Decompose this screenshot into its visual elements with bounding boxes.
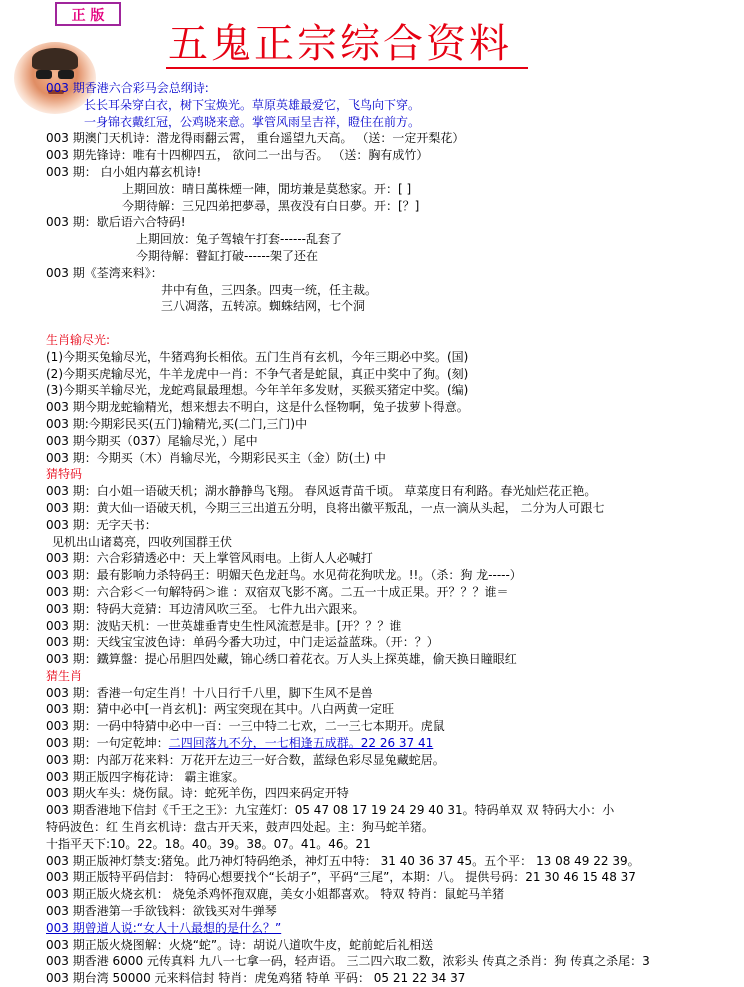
line-text: 003 期火车头：烧伤鼠。诗：蛇死羊伤，四四来码定开特 [46,786,349,801]
line-text: 003 期:今期彩民买(五门)输精光,买(二门,三门)中 [46,416,308,431]
text-line [46,282,740,299]
line-text: 003 期：无字天书： [46,517,157,532]
line-text: 猜特码 [46,467,83,482]
line-text: 003 期：鐵算盤：提心吊胆四处藏，锦心绣口着花衣。万人头上探英雄，偷天换日瞳眼红 [46,652,517,667]
text-line [46,147,740,164]
text-line [46,550,740,567]
line-text: 003 期：香港一句定生肖！十八日行千八里，脚下生风不是兽 [46,685,373,700]
answer-link[interactable]: 二四回落九不分，一七相逢五成群。22 26 37 41 [168,736,434,751]
text-line [46,80,740,97]
text-line [46,752,740,769]
text-line [46,534,740,551]
text-line [46,802,740,819]
line-text: 003 期：猜中必中[一肖玄机]：两宝突现在其中。八白两黄一定旺 [46,702,395,717]
line-text: 003 期： 白小姐内幕玄机诗! [46,164,202,179]
text-line [46,315,740,332]
text-line [46,769,740,786]
text-line [46,231,740,248]
text-line [46,618,740,635]
line-text: 003 期香港第一手欲钱料：欲钱买对牛弹琴 [46,904,277,919]
text-line [46,937,740,954]
line-text: 003 期：歇后语六合特码! [46,215,186,230]
text-line [46,819,740,836]
text-line [46,886,740,903]
text-line [46,953,740,970]
line-text: 003 期今期买（037）尾输尽光，）尾中 [46,433,258,448]
text-line [46,97,740,114]
text-line [46,433,740,450]
text-line [46,399,740,416]
text-line [46,903,740,920]
avatar-glasses-left [36,70,52,79]
text-line [46,634,740,651]
text-line [46,349,740,366]
line-text: 003 期香港六合彩马会总纲诗: [46,81,209,95]
line-text: 003 期：白小姐一语破天机；湖水静静鸟飞翔。 春风返青苗千顷。 草菜度日有利路。春光灿烂花正艳。 [46,484,597,499]
avatar-glasses-right [58,70,74,79]
line-text: 特码波色：红 生肖玄机诗：盘古开天来，鼓声四处起。主：狗马蛇羊猪。 [46,820,434,835]
line-text: 猜生肖 [46,668,83,683]
text-line [46,265,740,282]
text-line [46,382,740,399]
line-text: (1)今期买兔输尽光，牛猪鸡狗长相依。五门生肖有玄机，今年三期必中奖。(国) [46,349,469,364]
text-line [46,735,740,752]
line-text: 003 期：今期买（木）肖输尽光，今期彩民买主（金）防(土) 中 [46,450,386,465]
line-text: (2)今期买虎输尽光，牛羊龙虎中一肖：不争气者是蛇鼠，真正中奖中了狗。(刻) [46,366,469,381]
section-heading [46,332,740,349]
text-line [46,567,740,584]
text-line [46,114,740,131]
text-line [46,416,740,433]
text-line [46,584,740,601]
line-text: 003 期：特码大竞猜：耳边清风吹三至。 七件九出六跟来。 [46,601,365,616]
line-text: 003 期台湾 50000 元来料信封 特肖：虎兔鸡猪 特单 平码： 05 21 22 34 37 [46,971,466,986]
section-heading [46,668,740,685]
line-text: 003 期正版火烧玄机： 烧兔杀鸡怀孢双鹿，美女小姐都喜欢。 特双 特肖：鼠蛇马羊猪 [46,887,505,902]
line-text: 003 期：六合彩猜透必中：天上掌管风雨电。上街人人必喊打 [46,551,373,566]
line-text: 上期回放：晴日萬株煙一陣，閒坊兼是莫愁家。开：[ ] [122,181,412,196]
line-text: 长长耳朵穿白衣，树下宝焕光。草原英雄最爱它，飞鸟向下穿。 [84,97,421,112]
line-text: (3)今期买羊输尽光，龙蛇鸡鼠最理想。今年羊年多发财，买猴买猪定中奖。(编) [46,383,469,398]
text-line [46,366,740,383]
text-line [46,517,740,534]
text-line [46,130,740,147]
line-text: 003 期先锋诗：唯有十四柳四五， 欲问二一出与否。 （送：胸有成竹） [46,148,429,163]
text-line [46,601,740,618]
line-text: 003 期：天线宝宝波色诗：单码今番大功过，中门走运益蓝珠。（开：？） [46,635,439,650]
line-text: 生肖输尽光: [46,332,111,347]
line-text: 井中有鱼，三四条。四夷一统，任主裁。 [161,282,378,297]
genuine-badge: 正 版 [55,2,121,26]
text-line [46,164,740,181]
line-text: 003 期《荃湾来料》： [46,265,163,280]
text-line [46,718,740,735]
line-text: 003 期：一码中特猜中必中一百：一三中特二七欢，二一三七本期开。虎鼠 [46,719,445,734]
text-line[interactable] [46,920,740,937]
line-text: 一身锦衣戴红冠，公鸡晓来意。掌管风雨呈吉祥，瞪住在前方。 [84,114,421,129]
line-text: 003 期正版四字梅花诗： 霸主谁家。 [46,769,245,784]
line-text: 上期回放：兔子驾辕午打套------乱套了 [136,232,342,247]
page-title: 五鬼正宗综合资料 [168,21,512,67]
text-line [46,181,740,198]
text-line [46,198,740,215]
line-text: 003 期：六合彩＜一句解特码＞谁 ：双宿双飞影不离。二五一十成正果。开？？？谁＝ [46,584,509,599]
line-text: 003 期：黄大仙一语破天机，今期三三出道五分明，良将出徽平叛乱，一点一滴从头起， 二分为人可跟七 [46,500,605,515]
line-text: 003 期香港 6000 元传真料 九八一七拿一码，轻声语。 三二四六取二数，浓彩头 传真之杀肖：狗 传真之杀尾：3 [46,954,650,969]
line-text: 见机出山诸葛亮，四收列国群王伏 [52,534,233,549]
section-heading [46,466,740,483]
line-text: 003 期正版神灯禁支:猪兔。此乃神灯特码绝杀，神灯五中特： 31 40 36 37 45。五个平： 13 08 49 22 39。 [46,853,640,868]
line-text: 003 期：波贴天机：一世英雄垂青史生性风流惹是非。[开？？？谁 [46,618,402,633]
text-line [46,701,740,718]
text-line [46,450,740,467]
line-text: 今期待解：三兄四弟把夢尋，黑夜没有白日夢。开：[？] [122,198,420,213]
line-text: 003 期：一句定乾坤： [46,736,169,751]
text-line [46,483,740,500]
line-text: 三八凋落，五转凉。蜘蛛结网，七个洞 [161,299,366,314]
text-line [46,500,740,517]
line-text: 十指平天下:10。22。18。40。39。38。07。41。46。21 [46,836,371,851]
avatar-hair [32,48,78,70]
text-line [46,214,740,231]
line-text: 003 期今期龙蛇输精光，想来想去不明白，这是什么怪物啊，兔子拔萝卜得意。 [46,400,469,415]
line-text: 今期待解：瞽缸打破------架了还在 [136,248,318,263]
text-line [46,685,740,702]
text-line [46,853,740,870]
line-text: 003 期：内部万花来料：万花开左边三一好合数，蓝绿色彩尽显兔藏蛇居。 [46,752,445,767]
line-text: 003 期香港地下信封《千王之王》：九宝莲灯：05 47 08 17 19 24 29 40 31。特码单双 双 特码大小：小 [46,803,615,818]
text-line [46,785,740,802]
document-body [46,80,740,987]
line-text: 003 期澳门天机诗：潜龙得雨翻云霄， 重台遥望九天高。 （送：一定开梨花） [46,131,465,146]
text-line [46,836,740,853]
text-line [46,248,740,265]
line-text: 003 期：最有影响力杀特码王：明媚天色龙赶鸟。水见荷花狗吠龙。!!。（杀：狗 龙-----） [46,568,522,583]
text-line [46,651,740,668]
line-text: 003 期正版火烧图解：火烧“蛇”。诗：胡说八道吹牛皮，蛇前蛇后礼相送 [46,937,434,952]
line-text: 003 期正版特平码信封： 特码心想要找个“长胡子”，平码“三尾”，本期：八。 提供号码：21 30 46 15 48 37 [46,870,636,885]
text-line [46,298,740,315]
title-underline [166,67,528,69]
line-text[interactable]: 003 期曾道人说:“女人十八最想的是什么？” [46,920,282,935]
text-line [46,869,740,886]
text-line [46,970,740,987]
